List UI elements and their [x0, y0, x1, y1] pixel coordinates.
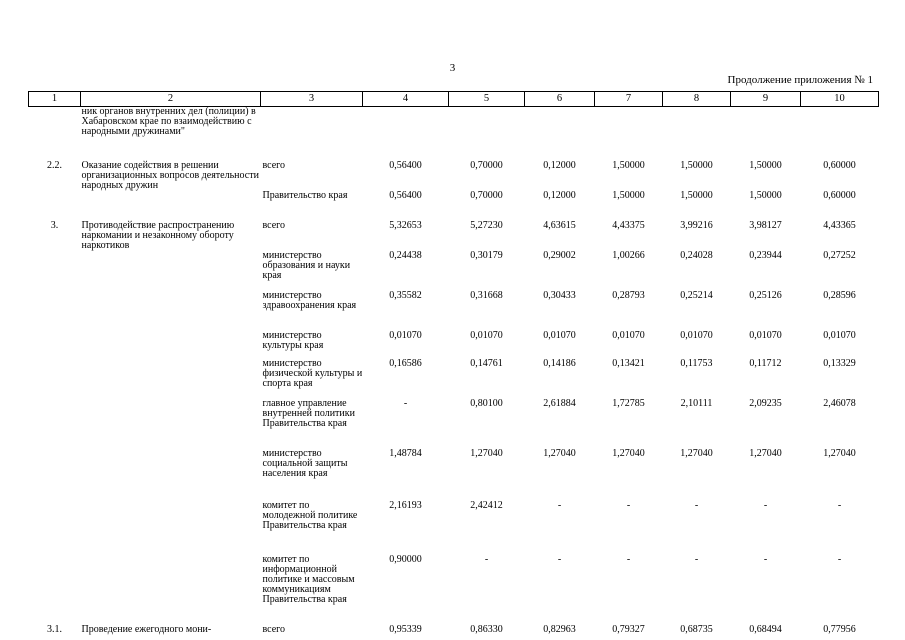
table-row — [29, 449, 879, 493]
table-row — [29, 251, 879, 289]
row-number — [29, 399, 81, 447]
row-value: 0,11753 — [680, 357, 713, 369]
row-name — [81, 449, 261, 493]
row-value: 0,68735 — [680, 623, 713, 635]
row-value: 0,30433 — [543, 289, 576, 301]
funding-table — [28, 91, 879, 639]
row-number — [29, 191, 81, 217]
row-number — [29, 449, 81, 493]
row-value: 0,70000 — [470, 189, 503, 201]
row-value: 0,56400 — [389, 189, 422, 201]
row-value: - — [626, 499, 631, 511]
table-row — [29, 221, 879, 251]
row-value: 0,12000 — [543, 159, 576, 171]
row-value: 0,01070 — [749, 329, 782, 341]
row-name: ник органов внутренних дел (полиции) в Хабаровском крае по взаимодействию с народными дружинами" — [81, 106, 256, 137]
row-value: 1,27040 — [543, 447, 576, 459]
row-value: 0,35582 — [389, 289, 422, 301]
row-value — [363, 107, 449, 151]
row-value: 5,32653 — [389, 219, 422, 231]
row-value: 1,50000 — [612, 159, 645, 171]
row-spacer — [29, 493, 879, 501]
table-row — [29, 359, 879, 397]
row-value: - — [837, 499, 842, 511]
row-name — [81, 251, 261, 289]
funding-source: министерство культуры края — [262, 329, 324, 351]
column-header: 6 — [525, 92, 595, 107]
table-row — [29, 555, 879, 623]
row-value: 4,43365 — [823, 219, 856, 231]
row-name — [81, 501, 261, 551]
row-value: 0,27252 — [823, 249, 856, 261]
row-value: - — [626, 553, 631, 565]
funding-source: главное управление внутренней политики Правительства края — [262, 397, 355, 429]
row-value: 0,30179 — [470, 249, 503, 261]
row-value — [731, 107, 801, 151]
row-value: 4,43375 — [612, 219, 645, 231]
row-number: 3. — [50, 219, 59, 231]
row-value: 0,60000 — [823, 159, 856, 171]
row-value: 1,50000 — [749, 159, 782, 171]
row-value: 0,25214 — [680, 289, 713, 301]
column-number-row — [29, 92, 879, 107]
row-value — [449, 107, 525, 151]
row-value: 0,13421 — [612, 357, 645, 369]
row-number — [29, 107, 81, 151]
row-value: 0,25126 — [749, 289, 782, 301]
table-row — [29, 107, 879, 151]
funding-source: министерство здравоохранения края — [262, 289, 357, 311]
row-value: 0,28793 — [612, 289, 645, 301]
row-value: - — [763, 553, 768, 565]
row-value: 1,27040 — [749, 447, 782, 459]
row-value: 2,42412 — [470, 499, 503, 511]
row-value: 5,27230 — [470, 219, 503, 231]
row-value: 0,86330 — [470, 623, 503, 635]
row-number — [29, 331, 81, 357]
funding-source: всего — [262, 219, 286, 231]
row-value: 0,56400 — [389, 159, 422, 171]
funding-source: Правительство края — [262, 189, 348, 201]
row-value: - — [837, 553, 842, 565]
table-row — [29, 191, 879, 217]
table-row — [29, 331, 879, 357]
row-value: 4,63615 — [543, 219, 576, 231]
row-value: 0,23944 — [749, 249, 782, 261]
column-header: 10 — [801, 92, 879, 107]
row-value: 0,01070 — [612, 329, 645, 341]
row-number — [29, 359, 81, 397]
row-value: 0,82963 — [543, 623, 576, 635]
row-value: 1,50000 — [680, 159, 713, 171]
row-number — [29, 251, 81, 289]
row-value: 2,16193 — [389, 499, 422, 511]
row-value: - — [557, 499, 562, 511]
row-name — [81, 291, 261, 329]
funding-source: всего — [262, 159, 286, 171]
row-value: 0,14761 — [470, 357, 503, 369]
column-header: 9 — [731, 92, 801, 107]
row-value: - — [694, 499, 699, 511]
row-number — [29, 291, 81, 329]
row-number — [29, 501, 81, 551]
page-number: 3 — [449, 62, 456, 74]
column-header: 3 — [261, 92, 363, 107]
row-value: 1,48784 — [389, 447, 422, 459]
row-value: 0,01070 — [389, 329, 422, 341]
row-value: 0,01070 — [680, 329, 713, 341]
column-header: 1 — [29, 92, 81, 107]
row-name: Оказание содействия в решении организационных вопросов деятельности народных дружин — [81, 159, 259, 191]
row-value: 1,50000 — [612, 189, 645, 201]
funding-source: министерство социальной защиты населения края — [262, 447, 348, 479]
row-value: 0,77956 — [823, 623, 856, 635]
row-value: 0,11712 — [749, 357, 782, 369]
row-value: 0,16586 — [389, 357, 422, 369]
column-header: 5 — [449, 92, 525, 107]
row-value: - — [403, 397, 408, 409]
row-value — [663, 107, 731, 151]
row-name: Проведение ежегодного мони- — [81, 623, 212, 635]
row-value: 0,01070 — [823, 329, 856, 341]
funding-source: комитет по информационной политике и массовым коммуникациям Правительства края — [262, 553, 355, 605]
row-number — [29, 555, 81, 623]
row-value: 1,72785 — [612, 397, 645, 409]
row-value: 0,13329 — [823, 357, 856, 369]
row-name — [81, 399, 261, 447]
row-value: - — [557, 553, 562, 565]
row-value: 0,90000 — [389, 553, 422, 565]
row-value — [525, 107, 595, 151]
row-value: 0,24438 — [389, 249, 422, 261]
row-value: 0,28596 — [823, 289, 856, 301]
continuation-label: Продолжение приложения № 1 — [727, 74, 873, 86]
row-spacer — [29, 151, 879, 161]
funding-source: министерство образования и науки края — [262, 249, 351, 281]
row-value: 0,95339 — [389, 623, 422, 635]
row-number: 2.2. — [47, 159, 62, 171]
row-value: 0,31668 — [470, 289, 503, 301]
funding-source — [261, 107, 363, 151]
funding-source: министерство физической культуры и спорта края — [262, 357, 363, 389]
column-header: 7 — [595, 92, 663, 107]
row-value: - — [484, 553, 489, 565]
row-value: 0,12000 — [543, 189, 576, 201]
row-value: 2,10111 — [680, 397, 713, 409]
row-value: 2,09235 — [749, 397, 782, 409]
row-value: - — [763, 499, 768, 511]
row-value: 1,50000 — [749, 189, 782, 201]
column-header: 8 — [663, 92, 731, 107]
row-number: 3.1. — [47, 623, 62, 635]
table-row — [29, 501, 879, 551]
row-value: 0,79327 — [612, 623, 645, 635]
row-value: 3,98127 — [749, 219, 782, 231]
table-row — [29, 399, 879, 447]
row-value: 1,27040 — [612, 447, 645, 459]
row-value: 0,80100 — [470, 397, 503, 409]
row-name — [81, 555, 261, 623]
row-value: 0,01070 — [543, 329, 576, 341]
row-value — [595, 107, 663, 151]
row-value: 1,00266 — [612, 249, 645, 261]
row-value: - — [694, 553, 699, 565]
row-value: 0,70000 — [470, 159, 503, 171]
row-value: 1,50000 — [680, 189, 713, 201]
row-name — [81, 191, 261, 217]
funding-source: всего — [262, 623, 286, 635]
column-header: 4 — [363, 92, 449, 107]
row-value: 0,01070 — [470, 329, 503, 341]
row-value: 2,46078 — [823, 397, 856, 409]
row-value: 1,27040 — [680, 447, 713, 459]
funding-source: комитет по молодежной политике Правительства края — [262, 499, 358, 531]
row-name — [81, 331, 261, 357]
row-value: 1,27040 — [823, 447, 856, 459]
table-row — [29, 625, 879, 639]
row-value: 0,68494 — [749, 623, 782, 635]
row-name: Противодействие распространению наркомании и незаконному обороту наркотиков — [81, 219, 235, 251]
row-value: 0,24028 — [680, 249, 713, 261]
row-value: 0,14186 — [543, 357, 576, 369]
row-value — [801, 107, 879, 151]
row-value: 2,61884 — [543, 397, 576, 409]
row-value: 3,99216 — [680, 219, 713, 231]
row-value: 0,29002 — [543, 249, 576, 261]
row-value: 1,27040 — [470, 447, 503, 459]
row-value: 0,60000 — [823, 189, 856, 201]
column-header: 2 — [81, 92, 261, 107]
row-name — [81, 359, 261, 397]
table-row — [29, 291, 879, 329]
table-row — [29, 161, 879, 191]
